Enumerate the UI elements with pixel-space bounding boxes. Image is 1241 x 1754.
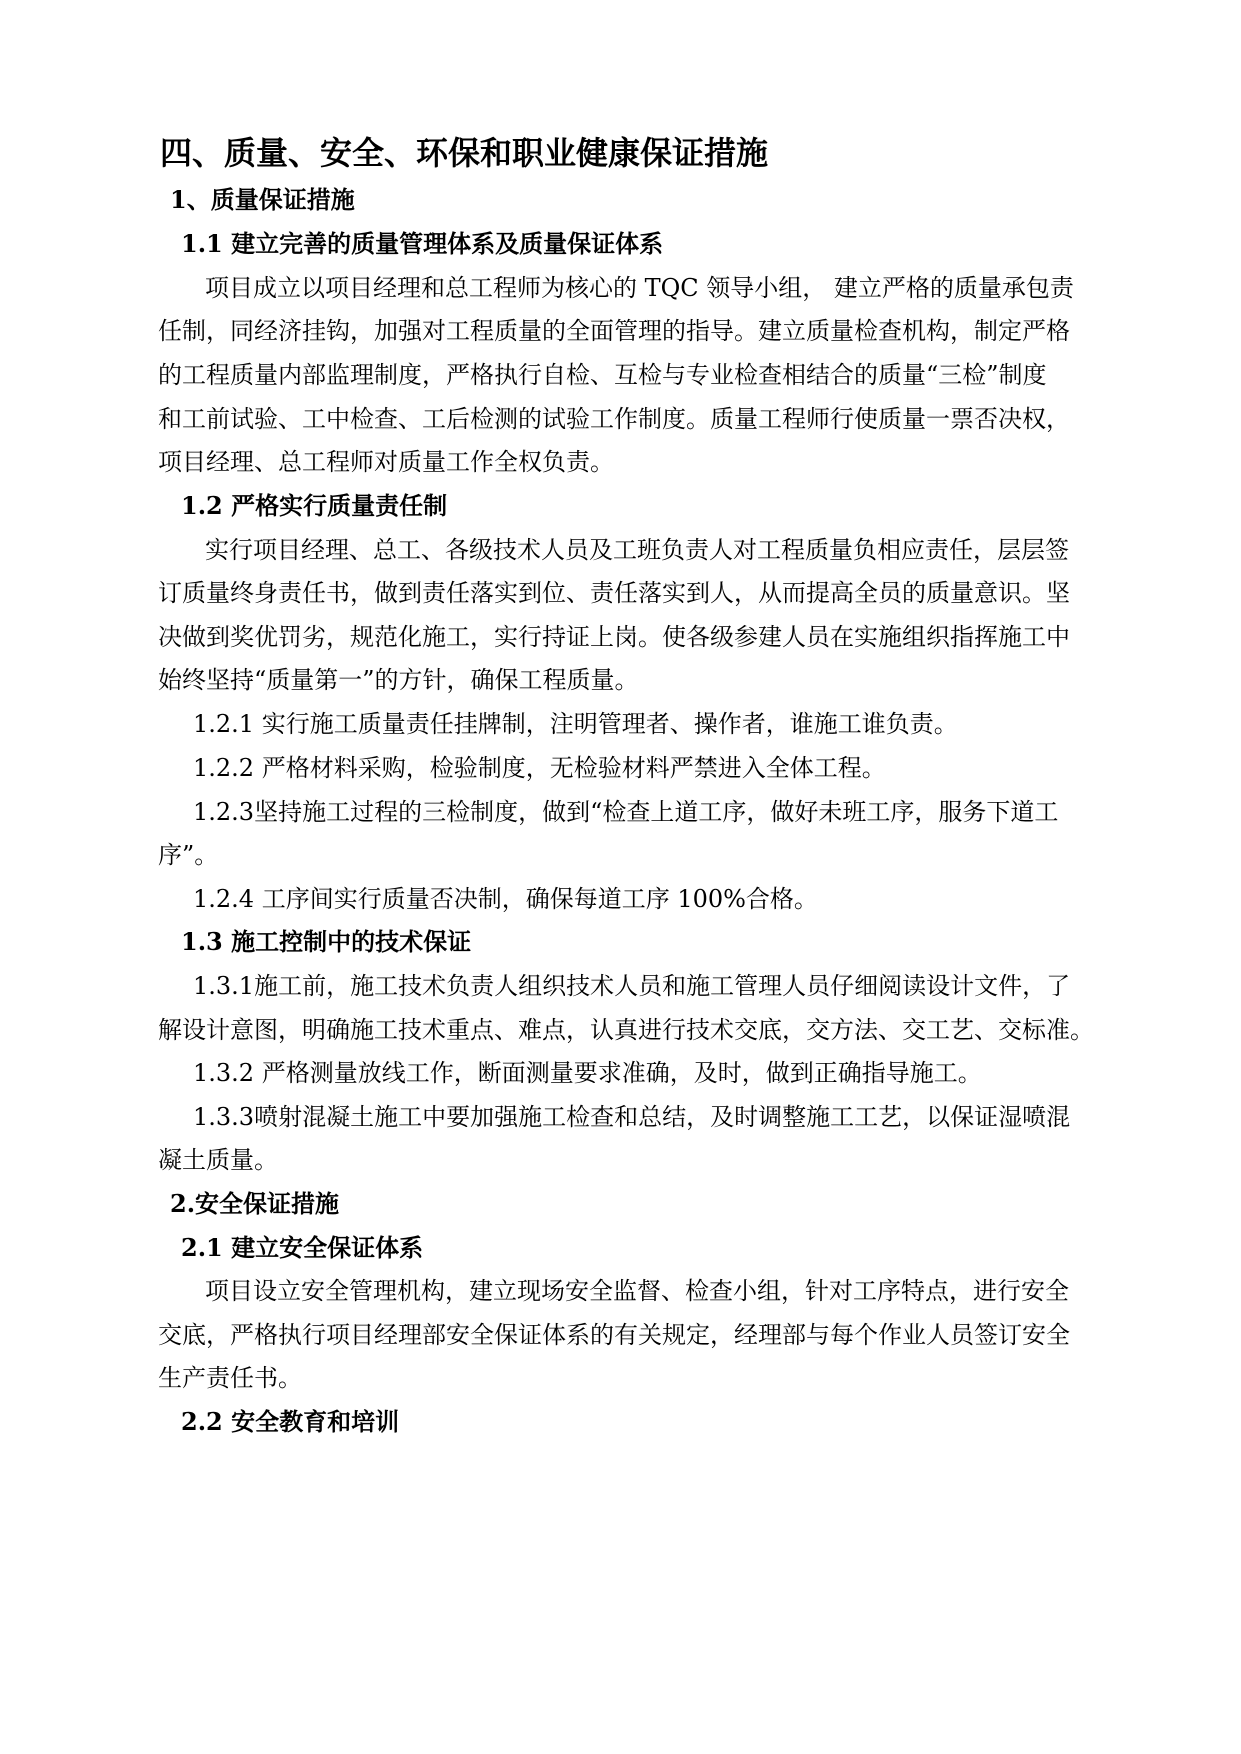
subsection-heading-1-1: 1.1 建立完善的质量管理体系及质量保证体系 [181,229,664,258]
section-heading-safety: 2.安全保证措施 [170,1189,340,1218]
paragraph-line: 订质量终身责任书，做到责任落实到位、责任落实到人，从而提高全员的质量意识。坚 [158,579,1070,607]
paragraph-line: 始终坚持“质量第一”的方针，确保工程质量。 [158,666,639,694]
list-item-1-3-3: 1.3.3喷射混凝土施工中要加强施工检查和总结，及时调整施工工艺，以保证湿喷混 [193,1103,1071,1131]
list-item-1-2-3-continued: 序”。 [158,841,219,869]
list-item-1-3-1: 1.3.1施工前，施工技术负责人组织技术人员和施工管理人员仔细阅读设计文件，了 [193,972,1071,1000]
paragraph-line: 的工程质量内部监理制度，严格执行自检、互检与专业检查相结合的质量“三检”制度 [158,361,1047,389]
page-title: 四、质量、安全、环保和职业健康保证措施 [160,134,769,172]
paragraph-line: 决做到奖优罚劣，规范化施工，实行持证上岗。使各级参建人员在实施组织指挥施工中 [158,623,1070,651]
subsection-heading-2-2: 2.2 安全教育和培训 [181,1407,400,1436]
list-item-1-2-2: 1.2.2 严格材料采购，检验制度，无检验材料严禁进入全体工程。 [193,754,886,782]
paragraph-line: 任制，同经济挂钩，加强对工程质量的全面管理的指导。建立质量检查机构，制定严格 [158,317,1070,345]
paragraph-line: 和工前试验、工中检查、工后检测的试验工作制度。质量工程师行使质量一票否决权， [158,405,1070,433]
paragraph-line: 项目成立以项目经理和总工程师为核心的 TQC 领导小组， 建立严格的质量承包责 [205,274,1074,302]
list-item-1-3-2: 1.3.2 严格测量放线工作，断面测量要求准确，及时，做到正确指导施工。 [193,1059,982,1087]
paragraph-line: 项目经理、总工程师对质量工作全权负责。 [158,448,614,476]
list-item-1-3-3-continued: 凝土质量。 [158,1146,278,1174]
paragraph-line: 实行项目经理、总工、各级技术人员及工班负责人对工程质量负相应责任，层层签 [205,536,1069,564]
list-item-1-2-4: 1.2.4 工序间实行质量否决制，确保每道工序 100%合格。 [193,885,818,913]
paragraph-line: 项目设立安全管理机构，建立现场安全监督、检查小组，针对工序特点，进行安全 [205,1277,1069,1305]
subsection-heading-1-2: 1.2 严格实行质量责任制 [181,491,448,520]
paragraph-line: 交底，严格执行项目经理部安全保证体系的有关规定，经理部与每个作业人员签订安全 [158,1321,1070,1349]
subsection-heading-1-3: 1.3 施工控制中的技术保证 [181,927,472,956]
list-item-1-3-1-continued: 解设计意图，明确施工技术重点、难点，认真进行技术交底，交方法、交工艺、交标准。 [158,1016,1094,1044]
paragraph-line: 生产责任书。 [158,1364,302,1392]
list-item-1-2-1: 1.2.1 实行施工质量责任挂牌制，注明管理者、操作者，谁施工谁负责。 [193,710,958,738]
section-heading-quality: 1、质量保证措施 [170,185,355,214]
subsection-heading-2-1: 2.1 建立安全保证体系 [181,1233,424,1262]
list-item-1-2-3: 1.2.3坚持施工过程的三检制度，做到“检查上道工序，做好未班工序，服务下道工 [193,798,1059,826]
